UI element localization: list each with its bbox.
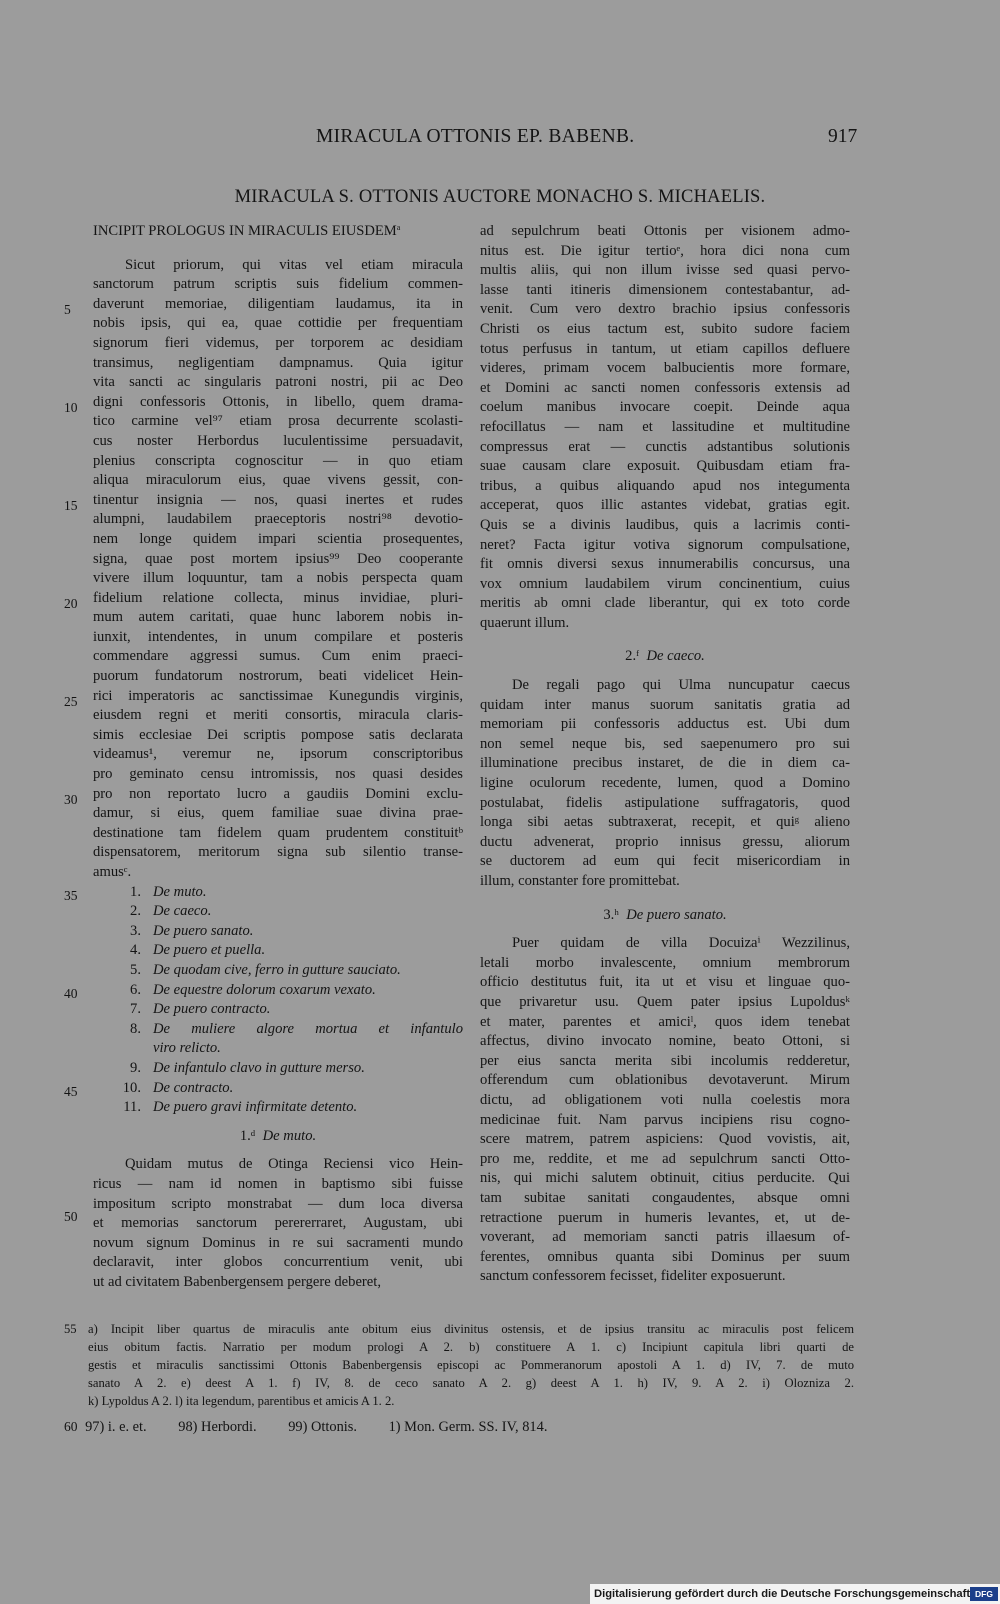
text-line: vita sancti ac singularis patroni nostri, pii ac Deo — [93, 374, 463, 391]
reference-note: 99) Ottonis. — [288, 1419, 357, 1435]
text-line: suae causam clare exposuit. Quibusdam etiam fra- — [480, 458, 850, 475]
margin-line-number: 25 — [64, 694, 78, 709]
text-line: neret? Facta igitur votiva signorum compulsatione, — [480, 536, 850, 553]
text-line: sanctum confessorem fecisset, fideliter exposuerunt. — [480, 1268, 786, 1285]
chapter-list — [93, 883, 463, 1118]
text-line: refocillatus — nam et lassitudine et multitudine — [480, 418, 850, 435]
chapter-item — [93, 902, 463, 922]
margin-line-number: 10 — [64, 400, 78, 415]
chapter-item — [93, 1098, 463, 1118]
text-line: vox omnium laudabilem virum concinentium, cuius — [480, 575, 850, 592]
chapter-number: 9. — [130, 1059, 141, 1076]
section-2-text — [480, 676, 850, 892]
chapter-title: De puero contracto. — [153, 1001, 271, 1018]
text-line: puorum fundatorum nostrorum, beati videlicet Hein- — [93, 668, 463, 685]
spacer — [93, 1118, 463, 1127]
text-line: ut ad civitatem Babenbergensem pergere deberet, — [93, 1273, 381, 1290]
section-3-text — [480, 934, 850, 1287]
section-3-heading: 3.ʰ De puero sanato. — [603, 906, 727, 923]
text-line: nis, qui michi salutem obtinuit, citius perducite. Qui — [480, 1170, 850, 1187]
chapter-item — [93, 981, 463, 1001]
text-line: offerendum cum oblationibus devotaverunt. Mirum — [480, 1072, 850, 1089]
chapter-title: De muliere algore mortua et infantulo — [153, 1020, 463, 1037]
section-1-heading: 1.ᵈ De muto. — [239, 1127, 317, 1144]
text-line: retractione puerum in humeris levantes, et, ut de- — [480, 1209, 850, 1226]
spacer — [480, 667, 850, 676]
text-line: tribus, a quibus aliquando apud nos integumenta — [480, 477, 850, 494]
text-line: ricus — nam id nomen in baptismo sibi fuisse — [93, 1175, 463, 1192]
text-line: coelum manibus invocare coepit. Deinde aqua — [480, 399, 850, 416]
chapter-title: De puero gravi infirmitate detento. — [153, 1099, 358, 1116]
text-line: daverunt memoriae, diligentiam laudamus, ita in — [93, 295, 463, 312]
text-line: amusᶜ. — [93, 864, 132, 880]
text-line: totus perfusus in tantum, ut etiam capillos defluere — [480, 340, 850, 357]
text-line: affectus, divino invocato nomine, beato Ottoni, si — [480, 1033, 850, 1050]
reference-notes — [64, 1416, 764, 1438]
text-line: voverant, ad memoriam sancti patris illaesum of- — [480, 1229, 850, 1246]
text-line: quidam inter manus suorum sanitatis gratia ad — [480, 696, 850, 713]
chapter-title: De equestre dolorum coxarum vexato. — [153, 981, 376, 998]
chapter-title: De caeco. — [153, 903, 212, 920]
text-line: eiusdem regni et meriti consortis, miracula claris- — [93, 707, 463, 724]
chapter-title: De infantulo clavo in gutture merso. — [153, 1059, 365, 1076]
footnote-text: gestis et miraculis sanctissimi Ottonis Babenbergensis episcopi ac Pommeranorum apostoli A 1. d) IV, 7. de muto — [88, 1358, 854, 1372]
text-line: fidelium relatione collecta, minus invidiae, pluri- — [93, 589, 463, 606]
text-line: que privaretur usu. Quem pater ipsius Lupoldusᵏ — [480, 993, 850, 1010]
left-column — [93, 222, 463, 1292]
text-line: plenius conscripta cognoscitur — in quo etiam — [93, 452, 463, 469]
text-line: medicinae fuit. Nam parvus incipiens risu cogno- — [480, 1111, 850, 1128]
chapter-item — [93, 961, 463, 981]
text-line: alumpni, laudabilem praeceptoris nostri⁹⁸ devotio- — [93, 511, 463, 528]
chapter-title: De quodam cive, ferro in gutture sauciato. — [153, 961, 401, 978]
chapter-title: De contracto. — [153, 1079, 234, 1096]
section-1-text — [93, 1155, 463, 1292]
chapter-title: De puero sanato. — [153, 922, 254, 939]
footnote-line — [64, 1392, 854, 1410]
footnote-text: k) Lypoldus A 2. l) ita legendum, parentibus et amicis A 1. 2. — [88, 1394, 395, 1408]
text-line: fit omnis diversi sexus innumerabilis concursus, una — [480, 556, 850, 573]
text-line: damur, si eius, quem familiae suae divina prae- — [93, 805, 463, 822]
chapter-title: De muto. — [153, 883, 207, 900]
text-line: vivere illum loquuntur, tam a nobis perspecta quam — [93, 570, 463, 587]
chapter-item — [93, 922, 463, 942]
text-line: signa, quae post mortem ipsius⁹⁹ Deo cooperante — [93, 550, 463, 567]
chapter-item — [93, 1000, 463, 1020]
text-line: sanctorum patrum scriptis suis fidelium commen- — [93, 276, 463, 293]
section-2-heading: 2.ᶠ De caeco. — [625, 648, 705, 665]
chapter-number: 10. — [122, 1079, 141, 1096]
text-line: tinentur insignia — nos, quasi inertes et rudes — [93, 491, 463, 508]
text-line: quaerunt illum. — [480, 614, 570, 631]
text-line: postulabat, fidelis astipulatione suffragatoris, quod — [480, 794, 850, 811]
text-line: se ductorem ad eum qui fecit misericordiam in — [480, 853, 850, 870]
footnote-line — [64, 1338, 854, 1356]
footnote-line — [64, 1374, 854, 1392]
footnote-text: sanato A 2. e) deest A 1. f) IV, 8. de ceco sanato A 2. g) deest A 1. h) IV, 9. A 2. i) Olozniza 2. — [88, 1376, 854, 1390]
chapter-number: 2. — [130, 903, 141, 920]
text-line: dispensatorem, meritorum signa sub silentio transe- — [93, 844, 463, 861]
spacer — [480, 892, 850, 906]
margin-line-number: 30 — [64, 792, 78, 807]
footnote-line — [64, 1356, 854, 1374]
text-line: venit. Cum vero dextro brachio ipsius confessoris — [480, 301, 850, 318]
text-line: pro me, reddite, et me ad sepulchrum sancti Otto- — [480, 1150, 850, 1167]
running-head — [0, 126, 1000, 154]
text-line: digni confessoris Ottonis, in libello, quem drama- — [93, 393, 463, 410]
footnotes — [64, 1320, 854, 1410]
text-line: videres, primam vocem balbucientis more formare, — [480, 360, 850, 377]
text-line: cus noster Herbordus luculentissime persuadavit, — [93, 432, 463, 449]
text-line: non semel neque bis, sed saepenumero pro sui — [480, 735, 850, 752]
text-line: acceperat, quos illic astantes videbat, gratias egit. — [480, 497, 850, 514]
chapter-number: 3. — [130, 922, 141, 939]
text-line: multis aliis, qui non illum ivisse sed quasi pervo- — [480, 262, 850, 279]
prologue-heading: INCIPIT PROLOGUS IN MIRACULIS EIUSDEM$^a$ — [93, 223, 401, 239]
chapter-number: 11. — [123, 1099, 141, 1116]
text-line: Christi os eius tactum est, subito sudore faciem — [480, 320, 850, 337]
footnote-line-number: 60 — [64, 1419, 78, 1434]
text-line: ferentes, omnibus quanta sibi Dominus per suum — [480, 1248, 850, 1265]
margin-line-number: 40 — [64, 986, 78, 1001]
text-line: dictu, ad obligationem voti nulla coelestis mora — [480, 1091, 850, 1108]
text-line: Quidam mutus de Otinga Reciensi vico Hein- — [125, 1156, 463, 1173]
text-line: pro non reportato lucro a gaudiis Domini exclu- — [93, 785, 463, 802]
chapter-item — [93, 1079, 463, 1099]
text-line: iunxit, intendentes, in unum compilare et posteris — [93, 628, 463, 645]
chapter-title-continued: viro relicto. — [153, 1040, 221, 1057]
credit-text: Digitalisierung gefördert durch die Deutsche Forschungsgemeinschaft — [594, 1588, 971, 1600]
footnote-line — [64, 1320, 854, 1338]
chapter-number: 8. — [130, 1020, 141, 1037]
text-line: officio destitutus fuit, ita ut et visu et linguae quo- — [480, 974, 850, 991]
reference-note: 1) Mon. Germ. SS. IV, 814. — [388, 1419, 548, 1435]
text-line: letali morbo invalescente, omnium membrorum — [480, 954, 850, 971]
text-line: Puer quidam de villa Docuizaⁱ Wezzilinus, — [512, 935, 850, 952]
text-line: impositum scripto monstrabat — dum loca diversa — [93, 1195, 463, 1212]
dfg-logo-icon: DFG — [970, 1587, 998, 1601]
text-line: et mater, parentes et amiciˡ, quos idem tenebat — [480, 1013, 850, 1030]
margin-line-number: 5 — [64, 302, 71, 317]
text-line: pro geminato censu intromissis, nos quasi desides — [93, 766, 463, 783]
text-line: per eius sancta merita sibi incolumis redderetur, — [480, 1052, 850, 1069]
text-line: memoriam pii confessoris adductus est. Ubi dum — [480, 716, 850, 733]
text-line: aliqua miraculorum eius, quae vivens gessit, con- — [93, 472, 463, 489]
reference-note: 97) i. e. et. — [85, 1419, 147, 1435]
margin-line-number: 50 — [64, 1209, 78, 1224]
chapter-number: 1. — [130, 883, 141, 900]
margin-line-number: 35 — [64, 888, 78, 903]
text-line: meritis ab omni clade liberantur, qui ex toto corde — [480, 595, 850, 612]
right-column — [480, 222, 850, 1287]
text-line: lasse tanti itineris dimensionem contestabantur, ad- — [480, 281, 850, 298]
prologue-text — [93, 256, 463, 883]
text-line: signorum fieri videmus, per torporem ac desidiam — [93, 334, 463, 351]
text-line: tam subitae sanitati congaudentes, absque omni — [480, 1189, 850, 1206]
text-line: Sicut priorum, qui vitas vel etiam miracula — [125, 256, 463, 273]
text-line: transimus, negligentiam dampnamus. Quia igitur — [93, 354, 463, 371]
text-line: declaravit, inter globos concurrentium venit, ubi — [93, 1254, 463, 1271]
text-line: et memorias sanctorum perererraret, Augustam, ubi — [93, 1215, 463, 1232]
spacer — [480, 633, 850, 647]
chapter-title: De puero et puella. — [153, 942, 266, 959]
text-line: ligine oculorum recedente, lumen, quod a Domino — [480, 775, 850, 792]
footnote-text: eius obitum factis. Narratio per modum prologi A 2. b) constituere A 1. c) Incipiunt capitula libri quarti de — [88, 1340, 854, 1354]
chapter-number: 4. — [130, 942, 141, 959]
digitization-credit — [590, 1584, 1000, 1604]
text-line: compressus erat — cunctis adstantibus solutionis — [480, 438, 850, 455]
text-line: Quis se a divinis laudibus, quis a lacrimis conti- — [480, 516, 850, 533]
spacer — [93, 1146, 463, 1155]
text-line: mum autem caritati, quae hunc laborem nobis in- — [93, 609, 463, 626]
chapter-number: 7. — [130, 1001, 141, 1018]
reference-note: 98) Herbordi. — [178, 1419, 257, 1435]
text-line: rici imperatoris ac sanctissimae Kunegundis virginis, — [93, 687, 463, 704]
main-title: MIRACULA S. OTTONIS AUCTORE MONACHO S. MICHAELIS. — [234, 187, 766, 207]
text-line: novum signum Dominus in re sui sacramenti mundo — [93, 1234, 463, 1251]
text-line: De regali pago qui Ulma nuncupatur caecus — [512, 677, 850, 694]
text-line: ad sepulchrum beati Ottonis per visionem admo- — [480, 223, 850, 239]
text-line: illuminatione precibus instaret, de die in diem ca- — [480, 755, 850, 772]
margin-line-number: 45 — [64, 1084, 78, 1099]
chapter-item — [93, 941, 463, 961]
chapter-number: 5. — [130, 961, 141, 978]
page-number: 917 — [828, 126, 858, 147]
margin-line-number: 15 — [64, 498, 78, 513]
spacer — [480, 925, 850, 934]
margin-line-number: 20 — [64, 596, 78, 611]
right-intro-text — [480, 222, 850, 633]
text-line: videamus¹, veremur ne, ipsorum conscriptoribus — [93, 746, 463, 763]
footnote-line-number: 55 — [64, 1322, 77, 1336]
chapter-number: 6. — [130, 981, 141, 998]
text-line: commendare aggressi sumus. Cum enim praeci- — [93, 648, 463, 665]
text-line: ductu advenerat, proprio innisus gressu, aliorum — [480, 833, 850, 850]
running-title: MIRACULA OTTONIS EP. BABENB. — [316, 126, 635, 147]
text-line: simis ecclesiae Dei scriptis pompose satis declarata — [93, 726, 463, 743]
text-line: destinatione tam fidelem quam prudentem constituitᵇ — [93, 824, 463, 841]
text-line: nobis ipsis, qui ea, quae cottidie per frequentiam — [93, 315, 463, 332]
text-line: tico carmine vel⁹⁷ etiam prosa decurrente scolasti- — [93, 413, 463, 430]
text-line: nem longe quidem impari scientia prosequentes, — [93, 530, 463, 547]
text-line: longa sibi aetas subtraxerat, recepit, et quiᵍ alieno — [480, 814, 850, 831]
text-line: illum, constanter fore promittebat. — [480, 873, 680, 889]
chapter-item — [93, 1059, 463, 1079]
chapter-item — [93, 883, 463, 903]
spacer — [93, 242, 463, 256]
footnote-text: a) Incipit liber quartus de miraculis ante obitum eius divinitus ostensis, et de ipsius transitu ac miraculis post felicem — [88, 1322, 854, 1336]
chapter-item — [93, 1020, 463, 1040]
text-line: nitus est. Die igitur tertioᵉ, hora dici nona cum — [480, 242, 850, 259]
text-line: scere matrem, patrem aspiciens: Quod vovistis, ait, — [480, 1131, 850, 1148]
text-line: et Domini ac sancti nomen confessoris extensis ad — [480, 379, 850, 396]
